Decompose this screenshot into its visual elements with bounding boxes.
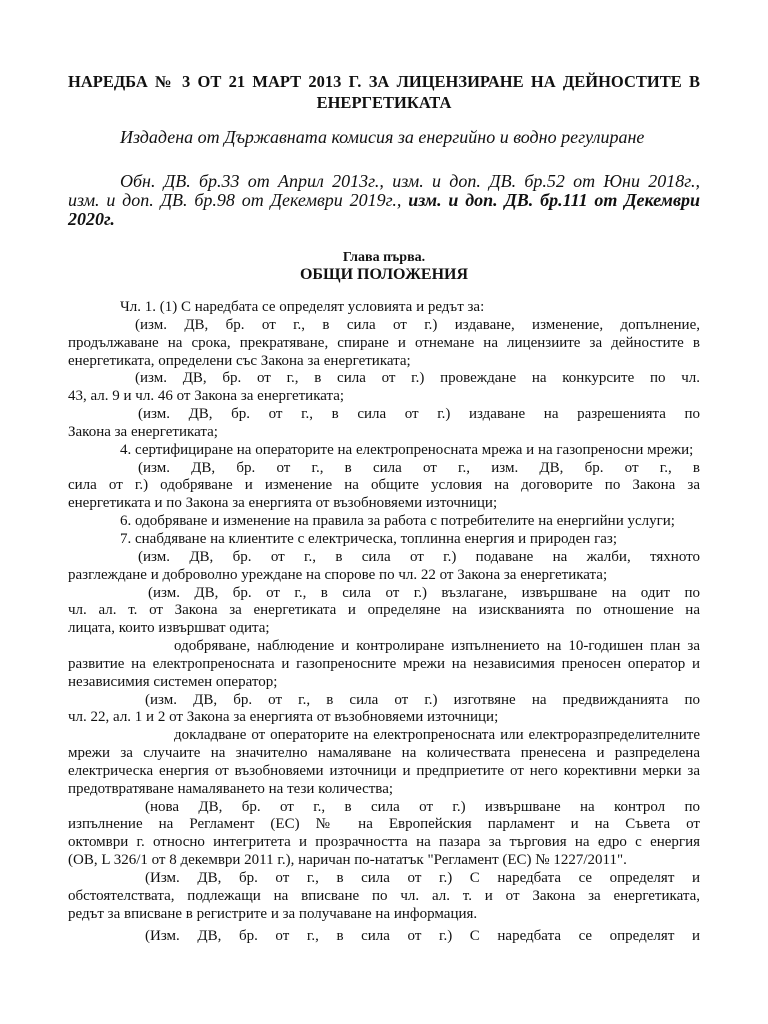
text-line: докладване от операторите на електропреносната или електроразпределителните bbox=[174, 727, 700, 744]
text-line: октомври г. относно интегритета и прозрачността на пазара за търговия на едро с енергия bbox=[68, 834, 700, 851]
document-title bbox=[68, 71, 700, 113]
publication-line: Обн. ДВ. бр.33 от Април 2013г., изм. и доп. ДВ. бр.52 от Юни 2018г., bbox=[120, 171, 700, 191]
text-line: чл. ал. т. от Закона за енергетиката и определяне на изискванията по отношение на bbox=[68, 602, 700, 619]
text-line: (изм. ДВ, бр. от г., в сила от г.) възлагане, извършване на одит по bbox=[148, 584, 700, 601]
text-line: (изм. ДВ, бр. от г., в сила от г.) издаване на разрешенията по bbox=[138, 406, 700, 423]
text-line: мрежи за случаите на значително намаляване на количествата пренесена и разпределена bbox=[68, 745, 700, 762]
chapter-label: Глава първа. bbox=[342, 250, 426, 265]
title-line: ЕНЕРГЕТИКАТА bbox=[316, 93, 452, 112]
text-line: 7. снабдяване на клиентите с електрическа, топлинна енергия и природен газ; bbox=[120, 530, 617, 547]
text-line: (ОВ, L 326/1 от 8 декември 2011 г.), наричан по-нататък "Регламент (ЕС) № 1227/2011". bbox=[68, 852, 627, 869]
text-line: редът за вписване в регистрите и за получаване на информация. bbox=[68, 905, 478, 922]
text-line: (нова ДВ, бр. от г., в сила от г.) извършване на контрол по bbox=[145, 798, 700, 815]
text-line: (изм. ДВ, бр. от г., в сила от г.) подаване на жалби, тяхното bbox=[138, 548, 700, 565]
text-line: (Изм. ДВ, бр. от г., в сила от г.) С наредбата се определят и bbox=[145, 870, 700, 886]
document-body bbox=[68, 299, 700, 945]
text-line: Чл. 1. (1) С наредбата се определят условията и редът за: bbox=[120, 299, 485, 315]
text-line: (изм. ДВ, бр. от г., в сила от г., изм. ДВ, бр. от г., в bbox=[138, 459, 700, 476]
text-line: лицата, които извършват одита; bbox=[68, 620, 270, 637]
text-line: 43, ал. 9 и чл. 46 от Закона за енергетиката; bbox=[68, 388, 345, 405]
text-line: независимия системен оператор; bbox=[68, 673, 278, 690]
publication-line: 2020г. bbox=[68, 209, 115, 229]
text-line: обстоятелствата, подлежащи на вписване по чл. ал. т. и от Закона за енергетиката, bbox=[68, 887, 700, 904]
text-line: сила от г.) одобряване и изменение на общите условия на договорите по Закона за bbox=[68, 477, 700, 494]
text-line: продължаване на срока, прекратяване, спиране и отнемане на лицензиите за дейностите в bbox=[68, 334, 700, 351]
text-line: 6. одобряване и изменение на правила за работа с потребителите на енергийни услуги; bbox=[120, 513, 675, 530]
text-line: електрическа енергия от възобновяеми източници и предприетите от него корективни мерки за bbox=[68, 762, 700, 779]
text-line: енергетиката и по Закона за енергията от възобновяеми източници; bbox=[68, 495, 498, 512]
text-line: Закона за енергетиката; bbox=[68, 423, 218, 440]
publication-bold: изм. и доп. ДВ. бр.111 от Декември bbox=[408, 190, 700, 210]
text-line: (Изм. ДВ, бр. от г., в сила от г.) С наредбата се определят и bbox=[145, 927, 700, 944]
text-line: енергетиката, определени със Закона за енергетиката; bbox=[68, 352, 411, 369]
issuer-line bbox=[68, 127, 700, 147]
publication-info bbox=[68, 172, 700, 229]
text-line: одобряване, наблюдение и контролиране изпълнението на 10-годишен план за bbox=[174, 638, 700, 655]
text-line: чл. 22, ал. 1 и 2 от Закона за енергията от възобновяеми източници; bbox=[68, 709, 499, 726]
text-line: 4. сертифициране на операторите на електропреносната мрежа и на газопреносни мрежи; bbox=[120, 441, 694, 458]
text-line: развитие на електропреносната и газопреносните мрежи на независимия преносен оператор и bbox=[68, 655, 700, 672]
publication-line bbox=[68, 191, 700, 210]
publication-regular: изм. и доп. ДВ. бр.98 от Декември 2019г., bbox=[68, 190, 402, 210]
text-line: (изм. ДВ, бр. от г., в сила от г.) изготвяне на предвижданията по bbox=[145, 691, 700, 708]
text-line: изпълнение на Регламент (ЕС) № на Европейския парламент и на Съвета от bbox=[68, 816, 700, 833]
text-line: разглеждане и доброволно уреждане на спорове по чл. 22 от Закона за енергетиката; bbox=[68, 566, 608, 583]
issuer-text: Издадена от Държавната комисия за енергийно и водно регулиране bbox=[120, 127, 645, 147]
text-line: предотвратяване намаляването на тези количества; bbox=[68, 780, 394, 797]
text-line: (изм. ДВ, бр. от г., в сила от г.) провеждане на конкурсите по чл. bbox=[135, 370, 700, 387]
title-line: НАРЕДБА № 3 ОТ 21 МАРТ 2013 Г. ЗА ЛИЦЕНЗИРАНЕ НА ДЕЙНОСТИТЕ В bbox=[68, 72, 700, 91]
chapter-heading: ОБЩИ ПОЛОЖЕНИЯ bbox=[299, 266, 469, 283]
text-line: (изм. ДВ, бр. от г., в сила от г.) издаване, изменение, допълнение, bbox=[135, 316, 700, 333]
